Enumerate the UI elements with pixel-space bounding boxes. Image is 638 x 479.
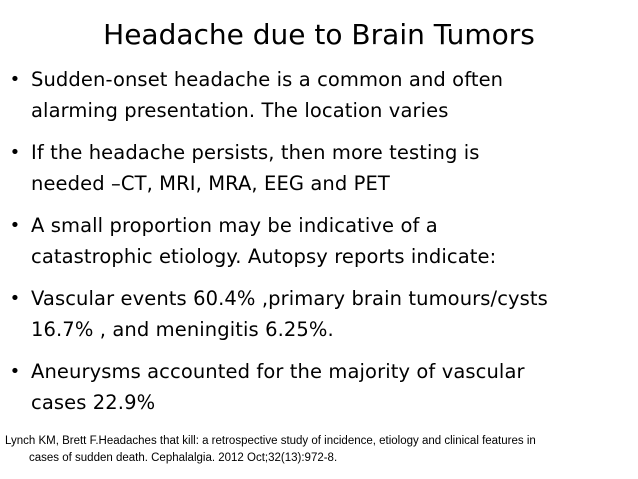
bullet-dot-icon: • [9, 361, 21, 382]
bullet-item [0, 283, 633, 345]
bullet-list [0, 64, 638, 429]
bullet-text-line: A small proportion may be indicative of a [31, 214, 438, 237]
bullet-item [0, 137, 633, 199]
bullet-dot-icon: • [9, 288, 21, 309]
citation-line: Lynch KM, Brett F.Headaches that kill: a retrospective study of incidence, etiology and clinical features in [5, 435, 536, 447]
slide-title: Headache due to Brain Tumors [103, 18, 535, 51]
bullet-dot-icon: • [9, 142, 21, 163]
bullet-item [0, 356, 633, 418]
bullet-item [0, 64, 633, 126]
citation [5, 433, 630, 467]
bullet-item [0, 210, 633, 272]
bullet-text-line: 16.7% , and meningitis 6.25%. [31, 318, 334, 341]
bullet-text-line: Vascular events 60.4% ,primary brain tumours/cysts [31, 287, 548, 310]
citation-line: cases of sudden death. Cephalalgia. 2012 Oct;32(13):972-8. [29, 452, 338, 464]
bullet-text-line: If the headache persists, then more testing is [31, 141, 480, 164]
bullet-text-line: Sudden-onset headache is a common and often [31, 68, 504, 91]
bullet-text-line: alarming presentation. The location varies [31, 99, 449, 122]
bullet-dot-icon: • [9, 69, 21, 90]
bullet-text-line: catastrophic etiology. Autopsy reports indicate: [31, 245, 497, 268]
bullet-text-line: cases 22.9% [31, 391, 156, 414]
bullet-dot-icon: • [9, 215, 21, 236]
bullet-text-line: needed –CT, MRI, MRA, EEG and PET [31, 172, 390, 195]
bullet-text-line: Aneurysms accounted for the majority of vascular [31, 360, 525, 383]
